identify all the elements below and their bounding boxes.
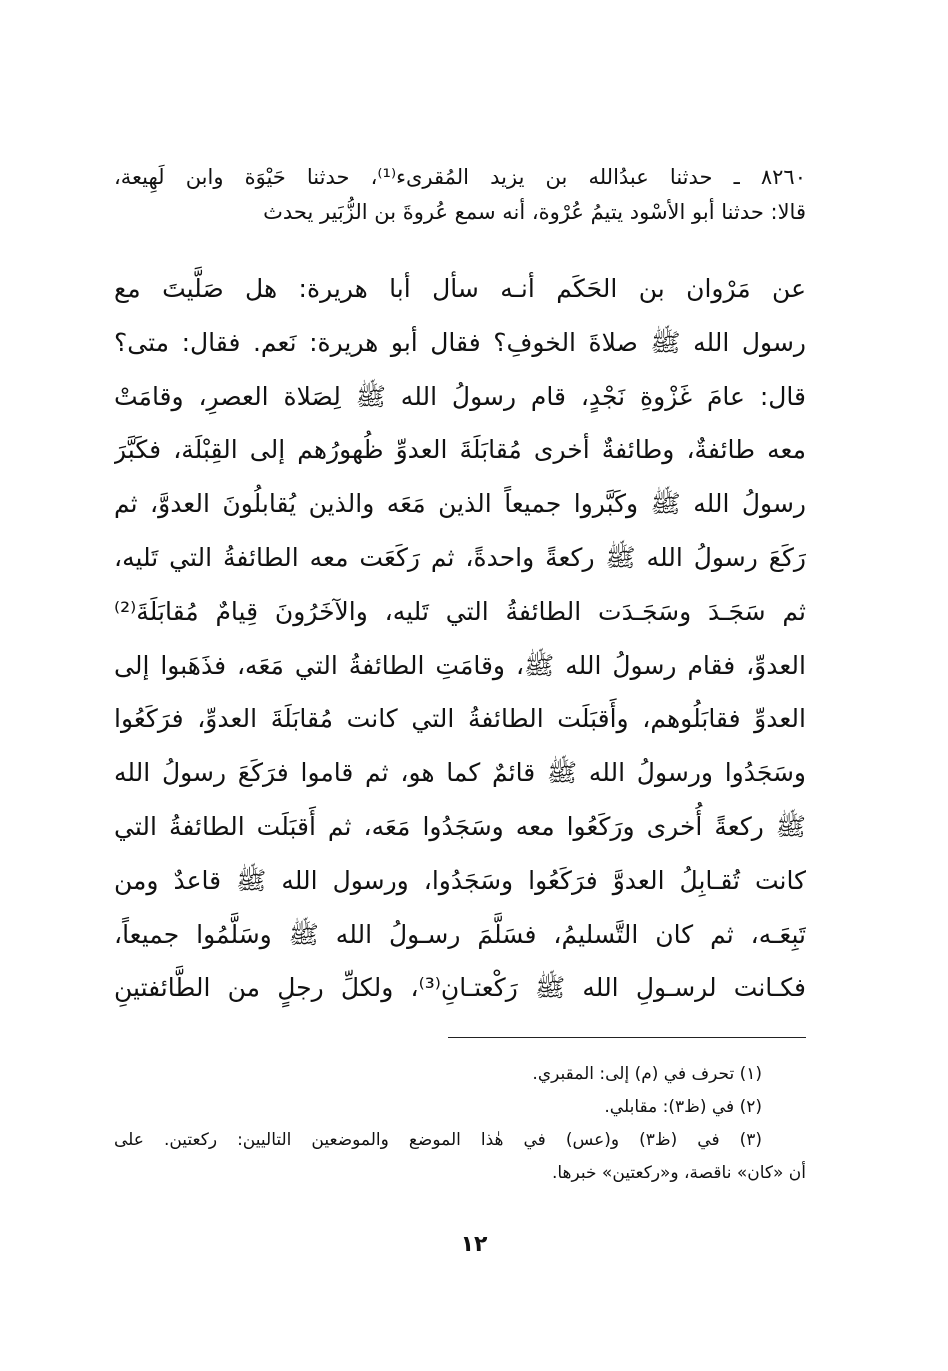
matn-line: رَكَعَ رسولُ الله ﷺ ركعةً واحدةً، ثم رَكَعَت معه الطائفةُ التي تَليه،: [114, 542, 806, 572]
matn-line: رسولُ الله ﷺ وكَبَّروا جميعاً الذين مَعَه والذين يُقابلُونَ العدوَّ، ثم: [114, 489, 806, 519]
matn-line: تَبِعَـه، ثم كان التَّسليمُ، فسَلَّمَ رسـولُ الله ﷺ وسَلَّمُوا جميعاً،: [114, 919, 806, 949]
matn-line: وسَجَدُوا ورسولُ الله ﷺ قائمٌ كما هو، ثم قاموا فرَكَعَ رسولُ الله: [114, 758, 806, 788]
footnote-divider: [448, 1037, 806, 1038]
page-number: ١٢: [460, 1232, 488, 1257]
matn-line: رسول الله ﷺ صلاةَ الخوفِ؟ فقال أبو هريرة: نَعم. فقال: متى؟: [114, 327, 806, 357]
footnote-item: (٣) في (ظ٣) و(عس) في هٰذا الموضع والموضعين التاليين: ركعتين. على: [114, 1130, 763, 1150]
matn-line: معه طائفةٌ، وطائفةٌ أخرى مُقابَلَةَ العدوِّ ظُهورُهم إلى القِبْلَة، فكَبَّرَ: [114, 435, 806, 465]
matn-line: قال: عامَ غَزْوةِ نَجْدٍ، قام رسولُ الله ﷺ لِصَلاة العصرِ، وقامَتْ: [114, 381, 806, 411]
matn-line: عن مَرْوان بن الحَكَم أنـه سأل أبا هريرة: هل صَلَّيتَ مع: [114, 274, 806, 303]
hadith-isnad: [114, 160, 806, 230]
matn-line: العدوِّ، فقام رسولُ الله ﷺ، وقامَتِ الطائفةُ التي مَعَه، فذَهَبوا إلى: [114, 650, 806, 680]
footnote-item: (٢) في (ظ٣): مقابلي.: [604, 1097, 762, 1117]
hadith-matn: [114, 262, 806, 1015]
isnad-line: قالا: حدثنا أبو الأسْود يتيمُ عُرْوة، أنه سمع عُروةَ بن الزُّبَير يحدث: [263, 200, 806, 224]
footnote-item-continuation: أن «كان» ناقصة، و«ركعتين» خبرها.: [551, 1163, 806, 1183]
footnotes: [114, 1058, 806, 1190]
matn-line: فكـانت لرسـولِ الله ﷺ رَكْعتـانِ⁽³⁾، ولكلِّ رجلٍ من الطَّائفتينِ: [114, 973, 806, 1003]
isnad-line: ٨٢٦٠ ـ حدثنا عبدُالله بن يزيد المُقرىء⁽¹⁾، حدثنا حَيْوَة وابن لَهِيعة،: [114, 165, 806, 189]
matn-line: كانت تُقـابِلُ العدوَّ فرَكَعُوا وسَجَدُوا، ورسول الله ﷺ قاعدٌ ومن: [114, 865, 806, 895]
matn-line: العدوِّ فقابَلُوهم، وأَقبَلَت الطائفةُ التي كانت مُقابَلَةَ العدوِّ، فرَكَعُوا: [114, 704, 806, 734]
footnote-item: (١) تحرف في (م) إلى: المقبري.: [532, 1064, 762, 1084]
matn-line: ثم سَجَـدَ وسَجَـدَت الطائفةُ التي تَليه، والآخَرُونَ قِيامٌ مُقابَلَةَ⁽²⁾: [114, 596, 806, 626]
matn-line: ﷺ ركعةً أُخرى ورَكَعُوا معه وسَجَدُوا مَعَه، ثم أَقبَلَت الطائفةُ التي: [114, 811, 806, 841]
